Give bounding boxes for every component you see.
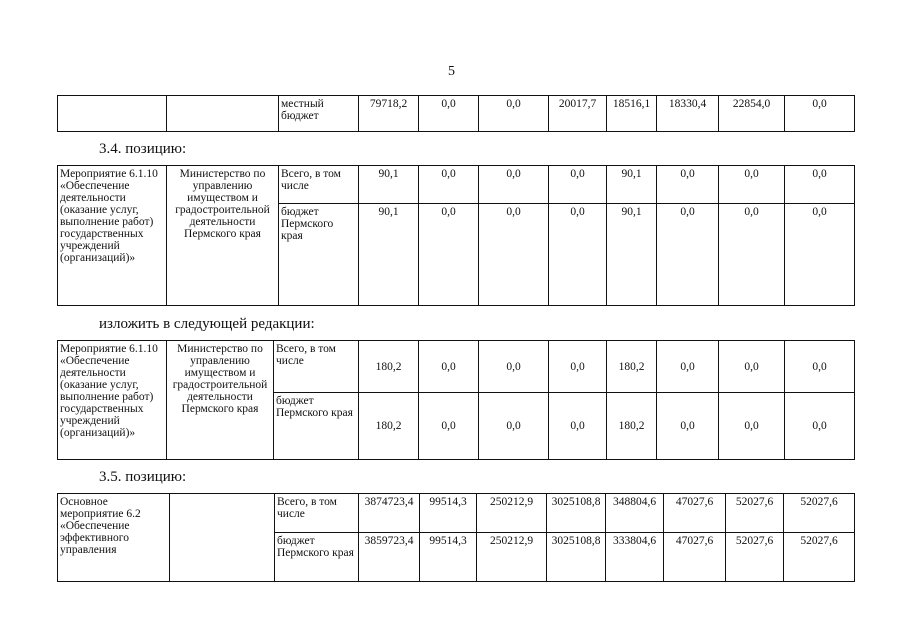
value-cell: 0,0 [657, 166, 719, 204]
value-cell: 52027,6 [784, 533, 855, 582]
value-cell: 0,0 [719, 341, 785, 393]
page-number: 5 [448, 64, 455, 79]
source-cell: местный бюджет [279, 96, 359, 132]
value-cell: 0,0 [479, 204, 549, 306]
source-cell: Всего, в том числе [275, 494, 359, 533]
value-cell: 250212,9 [477, 533, 547, 582]
name-cell [58, 96, 167, 132]
value-cell: 79718,2 [359, 96, 419, 132]
value-cell: 180,2 [607, 341, 657, 393]
value-cell: 250212,9 [477, 494, 547, 533]
value-cell: 0,0 [419, 166, 479, 204]
value-cell: 99514,3 [420, 533, 477, 582]
budget-table-continuation [57, 95, 855, 132]
value-cell: 99514,3 [420, 494, 477, 533]
value-cell: 0,0 [719, 166, 785, 204]
source-cell: Всего, в том числе [274, 341, 359, 393]
org-cell: Министерство по управлению имуществом и градостроительной деятельности Пермского края [167, 166, 279, 306]
value-cell: 0,0 [657, 341, 719, 393]
value-cell: 0,0 [785, 393, 855, 460]
org-cell [170, 494, 275, 582]
value-cell: 0,0 [419, 204, 479, 306]
value-cell: 18330,4 [657, 96, 719, 132]
value-cell: 0,0 [479, 393, 549, 460]
section-heading-3-5: 3.5. позицию: [99, 469, 187, 485]
value-cell: 0,0 [785, 166, 855, 204]
value-cell: 348804,6 [606, 494, 664, 533]
value-cell: 0,0 [479, 96, 549, 132]
name-cell: Мероприятие 6.1.10 «Обеспечение деятельности (оказание услуг, выполнение работ) государственных учреждений (организаций)» [58, 341, 167, 460]
name-cell: Основное мероприятие 6.2 «Обеспечение эффективного управления [58, 494, 170, 582]
value-cell: 0,0 [549, 204, 607, 306]
value-cell: 47027,6 [664, 494, 726, 533]
source-cell: бюджет Пермского края [275, 533, 359, 582]
value-cell: 0,0 [785, 341, 855, 393]
source-cell: Всего, в том числе [279, 166, 359, 204]
value-cell: 0,0 [785, 204, 855, 306]
value-cell: 52027,6 [784, 494, 855, 533]
value-cell: 0,0 [479, 341, 549, 393]
value-cell: 0,0 [657, 204, 719, 306]
value-cell: 0,0 [419, 96, 479, 132]
value-cell: 90,1 [607, 166, 657, 204]
value-cell: 0,0 [549, 393, 607, 460]
value-cell: 22854,0 [719, 96, 785, 132]
value-cell: 180,2 [359, 341, 419, 393]
value-cell: 0,0 [719, 393, 785, 460]
value-cell: 180,2 [359, 393, 419, 460]
org-cell [167, 96, 279, 132]
source-cell: бюджет Пермского края [274, 393, 359, 460]
value-cell: 18516,1 [607, 96, 657, 132]
source-cell: бюджет Пермского края [279, 204, 359, 306]
value-cell: 3859723,4 [359, 533, 420, 582]
value-cell: 3025108,8 [547, 494, 606, 533]
value-cell: 0,0 [419, 341, 479, 393]
value-cell: 52027,6 [726, 533, 784, 582]
value-cell: 0,0 [549, 341, 607, 393]
name-cell: Мероприятие 6.1.10 «Обеспечение деятельности (оказание услуг, выполнение работ) государственных учреждений (организаций)» [58, 166, 167, 306]
budget-table-new-edition [57, 340, 855, 460]
org-cell: Министерство по управлению имуществом и градостроительной деятельности Пермского края [167, 341, 274, 460]
value-cell: 90,1 [359, 166, 419, 204]
section-heading-edit: изложить в следующей редакции: [99, 316, 315, 332]
value-cell: 0,0 [419, 393, 479, 460]
value-cell: 90,1 [359, 204, 419, 306]
value-cell: 0,0 [785, 96, 855, 132]
value-cell: 47027,6 [664, 533, 726, 582]
value-cell: 20017,7 [549, 96, 607, 132]
value-cell: 3874723,4 [359, 494, 420, 533]
value-cell: 0,0 [549, 166, 607, 204]
budget-table-position [57, 165, 855, 306]
value-cell: 180,2 [607, 393, 657, 460]
value-cell: 52027,6 [726, 494, 784, 533]
value-cell: 333804,6 [606, 533, 664, 582]
value-cell: 90,1 [607, 204, 657, 306]
section-heading-3-4: 3.4. позицию: [99, 141, 187, 157]
value-cell: 0,0 [657, 393, 719, 460]
value-cell: 3025108,8 [547, 533, 606, 582]
budget-table-position-6-2 [57, 493, 855, 582]
value-cell: 0,0 [479, 166, 549, 204]
value-cell: 0,0 [719, 204, 785, 306]
